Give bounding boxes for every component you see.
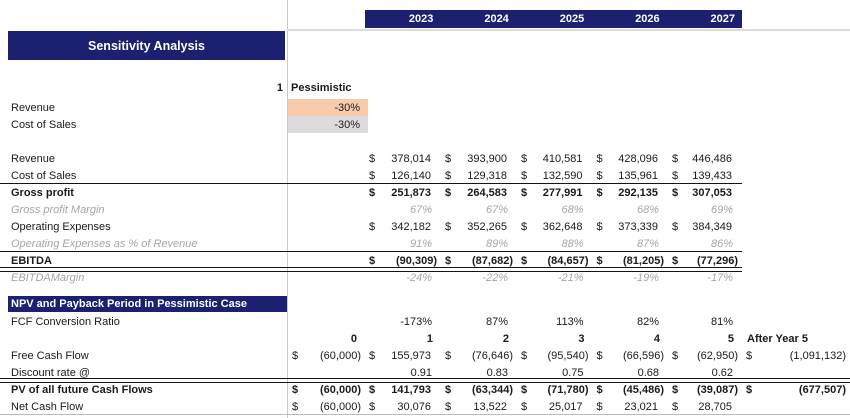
cell-value: 139,433 xyxy=(692,169,732,182)
dollar-sign: $ xyxy=(521,152,528,165)
table-row-operating-expenses xyxy=(0,218,850,235)
table-cell[interactable] xyxy=(593,218,669,235)
table-cell[interactable]: 87% xyxy=(485,315,508,328)
table-cell[interactable] xyxy=(517,218,593,235)
table-cell[interactable]: 4 xyxy=(653,332,660,345)
cell-value: 292,135 xyxy=(618,186,658,199)
row-label[interactable]: Revenue xyxy=(11,101,56,114)
table-cell[interactable]: -24% xyxy=(406,271,432,284)
scenario-input-cell-revenue[interactable]: -30% xyxy=(288,99,368,116)
table-cell[interactable]: 67% xyxy=(485,203,508,216)
dollar-sign: $ xyxy=(596,400,603,413)
table-cell[interactable] xyxy=(365,167,441,184)
table-cell[interactable] xyxy=(593,381,669,398)
scenario-input-cell-cost-of-sales[interactable]: -30% xyxy=(288,116,368,133)
row-label[interactable]: Net Cash Flow xyxy=(11,400,84,413)
table-cell[interactable] xyxy=(441,167,517,184)
table-cell[interactable] xyxy=(517,167,593,184)
cell-value: 23,021 xyxy=(624,400,658,413)
cell-value: 251,873 xyxy=(391,186,431,199)
row-label[interactable]: Operating Expenses as % of Revenue xyxy=(11,237,198,250)
table-cell[interactable]: 0.91 xyxy=(410,366,432,379)
table-cell[interactable] xyxy=(668,347,742,364)
cell-value: 362,648 xyxy=(542,220,583,233)
dollar-sign: $ xyxy=(292,349,299,362)
border-under-net-cash-flow xyxy=(0,414,850,415)
header-row-gridline xyxy=(287,29,850,31)
table-cell[interactable]: 0.62 xyxy=(711,366,733,379)
table-cell[interactable]: -173% xyxy=(400,315,432,328)
table-cell[interactable] xyxy=(441,381,517,398)
border-under-cost-of-sales xyxy=(0,183,742,184)
cell-value: (95,540) xyxy=(547,349,589,362)
cell-value: 307,053 xyxy=(692,186,732,199)
cell-value: 446,486 xyxy=(692,152,732,165)
dollar-sign: $ xyxy=(521,349,528,362)
table-cell[interactable] xyxy=(517,381,593,398)
table-cell[interactable] xyxy=(365,218,441,235)
dollar-sign: $ xyxy=(521,383,528,396)
table-cell[interactable] xyxy=(517,347,593,364)
table-cell[interactable] xyxy=(668,218,742,235)
row-label[interactable]: Gross profit Margin xyxy=(11,203,105,216)
table-cell[interactable] xyxy=(441,150,517,167)
table-cell[interactable]: 67% xyxy=(409,203,432,216)
dollar-sign: $ xyxy=(445,254,452,267)
dollar-sign: $ xyxy=(746,383,753,396)
cell-value: (63,344) xyxy=(472,383,513,396)
table-cell[interactable] xyxy=(517,398,593,415)
table-cell[interactable] xyxy=(668,167,742,184)
cell-value: 141,793 xyxy=(391,383,431,396)
table-cell[interactable]: 5 xyxy=(727,332,734,345)
border-above-ebitda xyxy=(0,251,742,252)
table-row-net-cash-flow xyxy=(0,398,850,415)
table-cell[interactable]: 0.83 xyxy=(486,366,508,379)
cell-value: (1,091,132) xyxy=(789,349,846,362)
table-cell[interactable]: 113% xyxy=(556,315,584,328)
cell-value: 28,705 xyxy=(698,400,732,413)
table-cell[interactable] xyxy=(365,398,441,415)
table-cell[interactable] xyxy=(288,398,365,415)
table-cell[interactable] xyxy=(365,150,441,167)
table-cell[interactable]: -22% xyxy=(482,271,508,284)
cell-value: (90,309) xyxy=(396,254,437,267)
table-cell[interactable]: 0 xyxy=(350,332,357,345)
year-header-2025[interactable]: 2025 xyxy=(559,13,585,25)
cell-value: 277,991 xyxy=(542,186,583,199)
table-cell[interactable] xyxy=(288,381,365,398)
table-row-pv-of-all-future-cash-flows xyxy=(0,381,850,398)
year-header-2024[interactable]: 2024 xyxy=(484,13,509,25)
dollar-sign: $ xyxy=(672,400,679,413)
dollar-sign: $ xyxy=(596,254,603,267)
table-cell[interactable] xyxy=(517,184,593,201)
cell-value: (677,507) xyxy=(798,383,846,396)
cell-value: (87,682) xyxy=(472,254,513,267)
table-cell[interactable] xyxy=(517,150,593,167)
cell-value: 155,973 xyxy=(391,349,431,362)
cell-value: (45,486) xyxy=(623,383,664,396)
table-cell[interactable] xyxy=(593,347,669,364)
cell-value: 126,140 xyxy=(391,169,431,182)
dollar-sign: $ xyxy=(672,169,679,182)
cell-value: 428,096 xyxy=(618,152,658,165)
table-cell[interactable]: 0.75 xyxy=(562,366,584,379)
table-cell[interactable]: 2 xyxy=(502,332,509,345)
table-cell[interactable]: After Year 5 xyxy=(747,332,808,345)
cell-value: (76,646) xyxy=(472,349,513,362)
table-cell[interactable]: 3 xyxy=(578,332,585,345)
row-label[interactable]: Cost of Sales xyxy=(11,169,77,182)
dollar-sign: $ xyxy=(596,169,603,182)
row-label[interactable]: Gross profit xyxy=(11,186,74,199)
dollar-sign: $ xyxy=(445,186,452,199)
sensitivity-analysis-banner: Sensitivity Analysis xyxy=(8,31,285,60)
year-header-2026[interactable]: 2026 xyxy=(635,13,660,25)
cell-value: 13,522 xyxy=(473,400,507,413)
table-row-free-cash-flow xyxy=(0,347,850,364)
dollar-sign: $ xyxy=(672,349,679,362)
dollar-sign: $ xyxy=(369,400,376,413)
table-cell[interactable] xyxy=(365,347,441,364)
table-row-period-header xyxy=(0,330,850,347)
table-cell[interactable]: 0.68 xyxy=(637,366,659,379)
table-cell[interactable]: -17% xyxy=(707,271,733,284)
cell-value: (39,087) xyxy=(697,383,738,396)
dollar-sign: $ xyxy=(369,186,376,199)
dollar-sign: $ xyxy=(596,349,603,362)
scenario-name-cell[interactable]: Pessimistic xyxy=(291,82,352,94)
scenario-row-revenue xyxy=(0,99,850,116)
table-row-gross-profit-margin xyxy=(0,201,850,218)
double-border-under-ebitda xyxy=(0,267,742,272)
year-header-2023[interactable]: 2023 xyxy=(408,13,434,25)
table-cell[interactable]: 81% xyxy=(710,315,733,328)
dollar-sign: $ xyxy=(369,220,376,233)
row-label[interactable]: Free Cash Flow xyxy=(11,349,89,362)
row-label[interactable]: EBITDAMargin xyxy=(11,271,85,284)
table-cell[interactable]: 91% xyxy=(409,237,432,250)
dollar-sign: $ xyxy=(369,349,376,362)
cell-value: 25,017 xyxy=(548,400,583,413)
cell-value: 352,265 xyxy=(467,220,507,233)
scenario-number-cell[interactable]: 1 xyxy=(276,82,283,94)
dollar-sign: $ xyxy=(445,349,452,362)
dollar-sign: $ xyxy=(596,152,603,165)
scenario-row-cost-of-sales xyxy=(0,116,850,133)
cell-value: (77,296) xyxy=(697,254,738,267)
table-cell[interactable] xyxy=(593,398,669,415)
dollar-sign: $ xyxy=(369,169,376,182)
cell-value: 30,076 xyxy=(397,400,431,413)
row-label[interactable]: Cost of Sales xyxy=(11,118,77,131)
cell-value: 410,581 xyxy=(542,152,583,165)
year-header-row xyxy=(365,10,742,28)
dollar-sign: $ xyxy=(369,254,376,267)
table-row-revenue xyxy=(0,150,850,167)
dollar-sign: $ xyxy=(521,400,528,413)
dollar-sign: $ xyxy=(521,254,528,267)
table-cell[interactable] xyxy=(441,184,517,201)
dollar-sign: $ xyxy=(672,186,679,199)
table-cell[interactable] xyxy=(593,184,669,201)
cell-value: 373,339 xyxy=(618,220,658,233)
table-cell[interactable]: 87% xyxy=(636,237,659,250)
table-cell[interactable] xyxy=(441,398,517,415)
npv-section-banner: NPV and Payback Period in Pessimistic Case xyxy=(8,296,287,312)
table-cell[interactable] xyxy=(668,150,742,167)
table-cell[interactable]: 68% xyxy=(636,203,659,216)
cell-value: (60,000) xyxy=(320,349,361,362)
row-label[interactable]: Revenue xyxy=(11,152,56,165)
row-label[interactable]: FCF Conversion Ratio xyxy=(11,315,120,328)
dollar-sign: $ xyxy=(521,169,528,182)
dollar-sign: $ xyxy=(292,400,299,413)
row-label[interactable]: EBITDA xyxy=(11,254,52,267)
dollar-sign: $ xyxy=(445,152,452,165)
table-cell[interactable] xyxy=(365,381,441,398)
cell-value: (62,950) xyxy=(697,349,738,362)
cell-value: (71,780) xyxy=(547,383,589,396)
table-cell[interactable] xyxy=(668,381,742,398)
cell-value: (60,000) xyxy=(320,400,361,413)
table-cell[interactable] xyxy=(742,381,850,398)
table-cell[interactable]: -19% xyxy=(633,271,659,284)
dollar-sign: $ xyxy=(292,383,299,396)
table-cell[interactable] xyxy=(668,398,742,415)
table-cell[interactable] xyxy=(288,347,365,364)
dollar-sign: $ xyxy=(521,186,528,199)
dollar-sign: $ xyxy=(445,220,452,233)
cell-value: 135,961 xyxy=(618,169,658,182)
cell-value: 129,318 xyxy=(467,169,507,182)
table-cell[interactable] xyxy=(441,347,517,364)
year-header-2027[interactable]: 2027 xyxy=(710,13,736,25)
cell-value: 132,590 xyxy=(542,169,583,182)
cell-value: 393,900 xyxy=(467,152,507,165)
table-cell[interactable] xyxy=(441,218,517,235)
dollar-sign: $ xyxy=(369,383,376,396)
table-row-cost-of-sales xyxy=(0,167,850,184)
dollar-sign: $ xyxy=(672,152,679,165)
table-cell[interactable]: 89% xyxy=(485,237,508,250)
dollar-sign: $ xyxy=(596,383,603,396)
table-cell[interactable]: 1 xyxy=(426,332,433,345)
table-cell[interactable] xyxy=(668,184,742,201)
cell-value: 378,014 xyxy=(391,152,431,165)
cell-value: (84,657) xyxy=(547,254,589,267)
table-cell[interactable] xyxy=(593,167,669,184)
dollar-sign: $ xyxy=(596,220,603,233)
dollar-sign: $ xyxy=(369,152,376,165)
table-cell[interactable]: 82% xyxy=(636,315,659,328)
table-cell[interactable] xyxy=(742,347,850,364)
table-cell[interactable]: 86% xyxy=(710,237,733,250)
table-cell[interactable]: 69% xyxy=(710,203,733,216)
cell-value: 342,182 xyxy=(391,220,431,233)
dollar-sign: $ xyxy=(596,186,603,199)
table-cell[interactable]: 88% xyxy=(561,237,584,250)
table-row-operating-expenses-as-of-revenue xyxy=(0,235,850,252)
cell-value: (81,205) xyxy=(623,254,664,267)
cell-value: (66,596) xyxy=(623,349,664,362)
table-row-gross-profit xyxy=(0,184,850,201)
dollar-sign: $ xyxy=(445,169,452,182)
dollar-sign: $ xyxy=(445,400,452,413)
row-label[interactable]: Discount rate @ xyxy=(11,366,91,379)
cell-value: 264,583 xyxy=(467,186,507,199)
dollar-sign: $ xyxy=(672,220,679,233)
cell-value: 384,349 xyxy=(692,220,732,233)
table-row-fcf-conversion-ratio xyxy=(0,313,850,330)
dollar-sign: $ xyxy=(445,383,452,396)
table-cell[interactable] xyxy=(365,184,441,201)
dollar-sign: $ xyxy=(672,254,679,267)
table-cell[interactable] xyxy=(593,150,669,167)
dollar-sign: $ xyxy=(672,383,679,396)
dollar-sign: $ xyxy=(746,349,753,362)
row-label[interactable]: Operating Expenses xyxy=(11,220,111,233)
cell-value: (60,000) xyxy=(320,383,361,396)
dollar-sign: $ xyxy=(521,220,528,233)
table-cell[interactable]: 68% xyxy=(561,203,584,216)
double-border-above-pv xyxy=(0,378,850,383)
table-cell[interactable]: -21% xyxy=(557,271,584,284)
row-label[interactable]: PV of all future Cash Flows xyxy=(11,383,153,396)
